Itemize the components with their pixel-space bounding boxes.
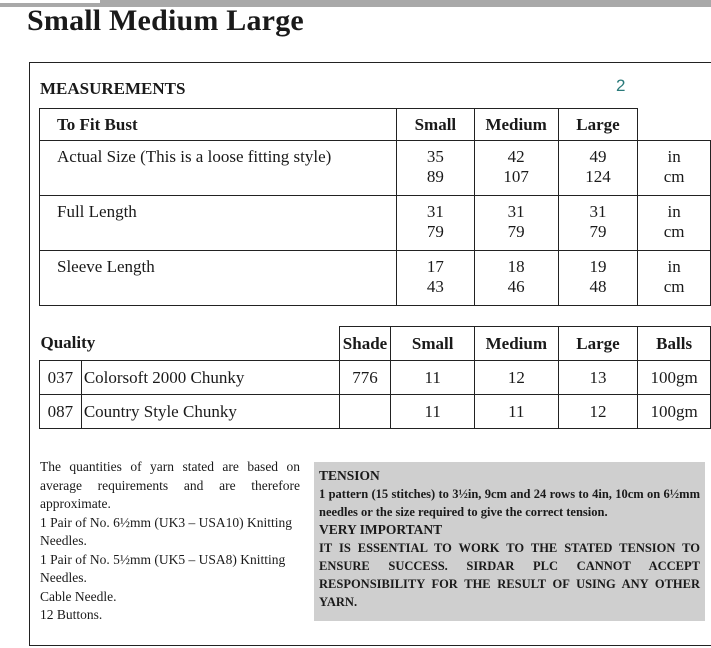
large-header: Large <box>558 109 638 141</box>
tension-text: 1 pattern (15 stitches) to 3½in, 9cm and 24 rows to 4in, 10cm on 6½mm needles or the size required to give the correct tension. <box>319 487 700 519</box>
tension-box <box>314 462 705 621</box>
table-row <box>40 251 711 306</box>
size-heading: Small Medium Large <box>27 4 304 37</box>
full-length-units: in cm <box>638 196 711 251</box>
important-heading: VERY IMPORTANT <box>319 522 443 537</box>
full-length-label: Full Length <box>40 196 397 251</box>
yarn-balls: 100gm <box>638 395 711 429</box>
top-rule-notch <box>0 0 100 3</box>
cable-needle-note: Cable Needle. <box>40 588 117 604</box>
materials-notes <box>40 458 300 625</box>
yarn-medium: 12 <box>474 361 558 395</box>
sleeve-length-medium: 18 46 <box>474 251 558 306</box>
table-row <box>40 361 711 395</box>
full-length-small: 31 79 <box>396 196 474 251</box>
sleeve-length-label: Sleeve Length <box>40 251 397 306</box>
actual-size-small: 35 89 <box>396 141 474 196</box>
yarn-large: 12 <box>558 395 638 429</box>
yarn-large: 13 <box>558 361 638 395</box>
quality-header: Quality <box>40 327 340 361</box>
buttons-note: 12 Buttons. <box>40 607 103 622</box>
page-number: 2 <box>616 76 626 95</box>
to-fit-bust-header: To Fit Bust <box>40 109 397 141</box>
yarn-code: 087 <box>40 395 82 429</box>
yarn-header-row <box>40 327 711 361</box>
yarn-name: Country Style Chunky <box>81 395 339 429</box>
actual-size-label: Actual Size (This is a loose fitting style) <box>40 141 397 196</box>
small-header: Small <box>396 109 474 141</box>
measurements-title: MEASUREMENTS <box>40 79 186 98</box>
full-length-large: 31 79 <box>558 196 638 251</box>
yarn-name: Colorsoft 2000 Chunky <box>81 361 339 395</box>
tension-heading: TENSION <box>319 468 380 483</box>
needle-note-2: 1 Pair of No. 5½mm (UK5 – USA8) Knitting Needles. <box>40 551 286 585</box>
yarn-small: 11 <box>391 361 475 395</box>
yarn-quantity-note: The quantities of yarn stated are based on average requirements and are therefore approximate. <box>40 459 300 511</box>
table-row <box>40 141 711 196</box>
measurements-table <box>39 108 711 306</box>
actual-size-medium: 42 107 <box>474 141 558 196</box>
needle-note-1: 1 Pair of No. 6½mm (UK3 – USA10) Knitting Needles. <box>40 514 292 548</box>
yarn-shade: 776 <box>339 361 391 395</box>
measurements-header-row <box>40 109 711 141</box>
actual-size-large: 49 124 <box>558 141 638 196</box>
sleeve-length-large: 19 48 <box>558 251 638 306</box>
sleeve-length-units: in cm <box>638 251 711 306</box>
yarn-medium: 11 <box>474 395 558 429</box>
shade-header: Shade <box>339 327 391 361</box>
yarn-small: 11 <box>391 395 475 429</box>
yarn-table <box>39 326 711 429</box>
sleeve-length-small: 17 43 <box>396 251 474 306</box>
table-row <box>40 395 711 429</box>
actual-size-units: in cm <box>638 141 711 196</box>
medium-header: Medium <box>474 109 558 141</box>
yarn-balls: 100gm <box>638 361 711 395</box>
yarn-shade <box>339 395 391 429</box>
medium-header: Medium <box>474 327 558 361</box>
table-row <box>40 196 711 251</box>
small-header: Small <box>391 327 475 361</box>
yarn-code: 037 <box>40 361 82 395</box>
full-length-medium: 31 79 <box>474 196 558 251</box>
large-header: Large <box>558 327 638 361</box>
important-text: IT IS ESSENTIAL TO WORK TO THE STATED TENSION TO ENSURE SUCCESS. SIRDAR PLC CANNOT ACCEPT RESPONSIBILITY FOR THE RESULT OF USING ANY OTHER YARN. <box>319 541 700 609</box>
balls-header: Balls <box>638 327 711 361</box>
